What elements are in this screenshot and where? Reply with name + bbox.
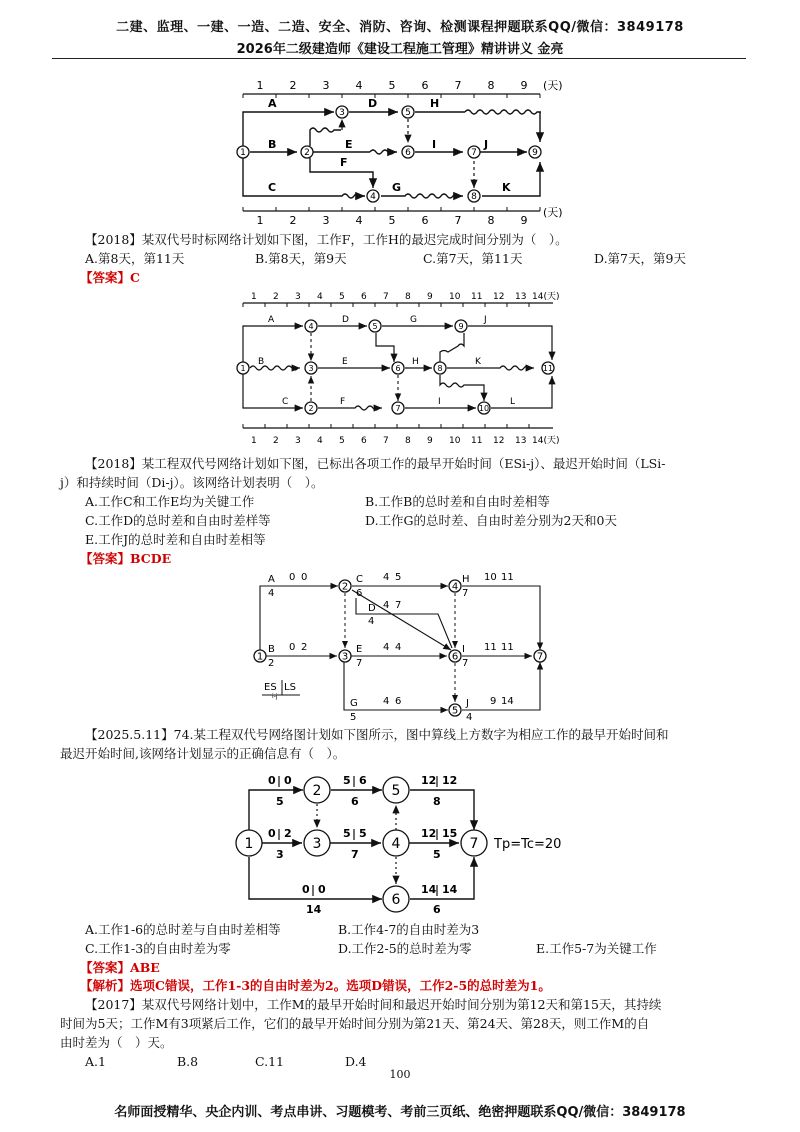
- ruler-tick-label: 6: [361, 292, 367, 302]
- work-label-I: I: [432, 138, 437, 151]
- node-number: 7: [536, 651, 544, 663]
- top-time-ruler-2: [243, 292, 529, 307]
- bottom-time-ruler: [243, 207, 540, 226]
- d3-work-E: E: [356, 644, 363, 655]
- node-number: 2: [304, 148, 310, 159]
- d3-D-ls: 7: [395, 600, 402, 611]
- work-label-E: E: [345, 138, 353, 151]
- d3-work-H: H: [462, 574, 470, 585]
- d3-E-ls: 4: [395, 642, 402, 653]
- d2-work-A: A: [268, 315, 275, 325]
- node-number: 1: [240, 363, 246, 373]
- node-number: 7: [469, 836, 479, 853]
- d3-C-ls: 5: [395, 572, 402, 583]
- node-number: 3: [341, 651, 349, 663]
- footer-contact-line: 名师面授精华、央企内训、考点串讲、习题模考、考前三页纸、绝密押题联系QQ/微信：3849178: [114, 1105, 686, 1120]
- node-number: 5: [391, 783, 401, 800]
- question-2-stem-line1: 【2018】某工程双代号网络计划如下图，已标出各项工作的最早开始时间（ESi-j）、最迟开始时间（LSi-: [85, 456, 666, 471]
- q3-option-e: E.工作5-7为关键工作: [536, 941, 657, 956]
- d3-D-d: 4: [368, 616, 375, 627]
- node-number: 8: [437, 363, 443, 373]
- node-number: 4: [370, 192, 376, 203]
- node-number: 5: [372, 321, 378, 331]
- q3-option-a: A.工作1-6的总时差与自由时差相等: [85, 922, 281, 937]
- d4-1-6-ls: 0: [318, 883, 326, 896]
- network-nodes: [237, 106, 541, 202]
- d4-1-3-ls: 2: [284, 827, 292, 840]
- d4-1-6-d: 14: [306, 903, 322, 916]
- work-label-K: K: [502, 181, 511, 194]
- ruler-tick-label: 4: [355, 79, 363, 92]
- d3-work-D: D: [368, 603, 376, 614]
- ruler-tick-label: 7: [383, 292, 389, 302]
- ruler-tick-label: 6: [421, 79, 429, 92]
- ruler-tick-label: 12: [493, 292, 505, 302]
- d4-3-4-ls: 5: [359, 827, 367, 840]
- q3-option-d: D.工作2-5的总时差为零: [338, 941, 472, 956]
- q3-analysis: 【解析】选项C错误，工作1-3的自由时差为2。选项D错误，工作2-5的总时差为1。: [80, 978, 551, 993]
- d2-work-G: G: [410, 315, 417, 325]
- d3-I-es: 11: [484, 642, 497, 653]
- d3-H-es: 10: [484, 572, 497, 583]
- node-number: 1: [256, 651, 264, 663]
- d3-E-es: 4: [383, 642, 390, 653]
- d3-G-es: 4: [383, 696, 390, 707]
- d4-1-3-es: 0: [268, 827, 276, 840]
- node-number: 4: [451, 581, 459, 593]
- d3-B-es: 0: [289, 642, 296, 653]
- d3-C-d: 6: [356, 588, 363, 599]
- node-number: 6: [391, 892, 401, 909]
- node-number: 11: [542, 363, 554, 373]
- top-time-ruler: [243, 79, 540, 98]
- d3-J-es: 9: [490, 696, 497, 707]
- d3-B-ls: 2: [301, 642, 308, 653]
- ruler-tick-label: 11: [471, 292, 483, 302]
- q3-option-c: C.工作1-3的自由时差为零: [85, 941, 231, 956]
- ruler-tick-label: 4: [355, 214, 363, 226]
- node-number: 9: [458, 321, 464, 331]
- q4-option-c: C.11: [255, 1054, 284, 1069]
- time-unit-label-2-bottom: 14(天): [532, 436, 560, 446]
- node-number: 3: [339, 108, 345, 119]
- d4-1-2-es: 0: [268, 774, 276, 787]
- d3-I-ls: 11: [501, 642, 514, 653]
- ruler-tick-label: 5: [388, 79, 396, 92]
- question-4-stem-line1: 【2017】某双代号网络计划中，工作M的最早开始时间和最迟开始时间分别为第12天和第15天，其持续: [85, 997, 662, 1012]
- time-unit-label: (天): [543, 79, 563, 92]
- node-number: 2: [312, 783, 322, 800]
- q2-option-d: D.工作G的总时差、自由时差分别为2天和0天: [365, 513, 617, 528]
- d3-C-es: 4: [383, 572, 390, 583]
- node-number: 8: [471, 192, 477, 203]
- d3-G-d: 5: [350, 712, 357, 722]
- node-number: 4: [308, 321, 314, 331]
- d4-2-5-es: 5: [343, 774, 351, 787]
- question-1-stem: 【2018】某双代号时标网络计划如下图，工作F，工作H的最迟完成时间分别为（ ）。: [85, 232, 568, 247]
- node-number: 5: [451, 705, 459, 717]
- question-3-stem-line2: 最迟开始时间,该网络计划显示的正确信息有（ ）。: [60, 746, 346, 761]
- d3-work-A: A: [268, 574, 275, 585]
- work-label-F: F: [340, 156, 348, 169]
- d3-H-d: 7: [462, 588, 469, 599]
- q1-answer: 【答案】C: [80, 270, 140, 285]
- d4-4-7-es: 12: [421, 827, 437, 840]
- ruler-tick-label: 2: [273, 436, 279, 446]
- ruler-tick-label: 4: [317, 292, 323, 302]
- d3-J-d: 4: [466, 712, 473, 722]
- ruler-tick-label: 5: [339, 436, 345, 446]
- d2-work-H: H: [412, 357, 419, 367]
- node-number: 6: [395, 363, 401, 373]
- ruler-tick-label: 3: [295, 436, 301, 446]
- ruler-tick-label: 1: [256, 214, 264, 226]
- legend-ls: LS: [284, 682, 296, 693]
- d4-3-4-es: 5: [343, 827, 351, 840]
- q4-option-b: B.8: [177, 1054, 199, 1069]
- ruler-tick-label: 5: [388, 214, 396, 226]
- ruler-tick-label: 4: [317, 436, 323, 446]
- d2-work-B: B: [258, 357, 265, 367]
- legend-subscript: i-j: [272, 693, 278, 700]
- work-label-A: A: [268, 97, 277, 110]
- d3-I-d: 7: [462, 658, 469, 669]
- network-diagram-4: [0, 766, 800, 916]
- d2-work-F: F: [340, 397, 346, 407]
- header-contact-line: 二建、监理、一建、一造、二造、安全、消防、咨询、检测课程押题联系QQ/微信：3849178: [116, 20, 684, 35]
- ruler-tick-label: 1: [251, 292, 257, 302]
- d4-4-7-d: 5: [433, 848, 441, 861]
- network-diagram-3: [0, 566, 800, 722]
- node-number: 6: [405, 148, 411, 159]
- d3-D-es: 4: [383, 600, 390, 611]
- d4-2-5-ls: 6: [359, 774, 367, 787]
- q2-option-b: B.工作B的总时差和自由时差相等: [365, 494, 550, 509]
- question-3-stem-line1: 【2025.5.11】74.某工程双代号网络图计划如下图所示，图中算线上方数字为相应工作的最早开始时间和: [85, 727, 669, 742]
- ruler-tick-label: 3: [322, 214, 330, 226]
- d4-5-7-es: 12: [421, 774, 437, 787]
- d3-A-es: 0: [289, 572, 296, 583]
- ruler-tick-label: 2: [273, 292, 279, 302]
- d3-work-J: J: [466, 698, 469, 709]
- d4-4-7-ls: 15: [442, 827, 458, 840]
- d2-work-L: L: [510, 397, 516, 407]
- ruler-tick-label: 6: [361, 436, 367, 446]
- bottom-time-ruler-2: [243, 424, 529, 446]
- ruler-tick-label: 1: [256, 79, 264, 92]
- d4-5-7-d: 8: [433, 795, 441, 808]
- work-label-D: D: [368, 97, 378, 110]
- node-number: 3: [312, 836, 322, 853]
- ruler-tick-label: 2: [289, 214, 297, 226]
- question-2-stem-line2: j）和持续时间（Di-j）。该网络计划表明（ ）。: [60, 475, 324, 490]
- q1-option-c: C.第7天，第11天: [423, 251, 523, 266]
- ruler-tick-label: 7: [454, 214, 462, 226]
- ruler-tick-label: 9: [520, 214, 528, 226]
- ruler-tick-label: 8: [487, 79, 495, 92]
- d4-6-7-es: 14: [421, 883, 437, 896]
- node-number: 2: [308, 403, 314, 413]
- d3-work-B: B: [268, 644, 275, 655]
- ruler-tick-label: 1: [251, 436, 257, 446]
- ruler-tick-label: 11: [471, 436, 483, 446]
- node-number: 7: [471, 148, 477, 159]
- node-number: 3: [308, 363, 314, 373]
- d4-1-6-es: 0: [302, 883, 310, 896]
- d2-work-I: I: [438, 397, 441, 407]
- work-label-B: B: [268, 138, 277, 151]
- document-title: 2026年二级建造师《建设工程施工管理》精讲讲义 金亮: [236, 42, 564, 57]
- q4-option-d: D.4: [345, 1054, 367, 1069]
- node-number: 5: [405, 108, 411, 119]
- d2-work-E: E: [342, 357, 348, 367]
- d4-1-2-d: 5: [276, 795, 284, 808]
- ruler-tick-label: 3: [322, 79, 330, 92]
- node-number: 7: [395, 403, 401, 413]
- node-number: 10: [478, 403, 490, 413]
- ruler-tick-label: 10: [449, 436, 461, 446]
- d3-work-C: C: [356, 574, 363, 585]
- ruler-tick-label: 9: [520, 79, 528, 92]
- node-number: 1: [244, 836, 254, 853]
- d3-work-I: I: [462, 644, 465, 655]
- q3-answer: 【答案】ABE: [80, 960, 160, 975]
- question-4-stem-line3: 由时差为（ ）天。: [60, 1035, 173, 1050]
- d4-6-7-ls: 14: [442, 883, 458, 896]
- q2-option-a: A.工作C和工作E均为关键工作: [85, 494, 255, 509]
- d3-B-d: 2: [268, 658, 275, 669]
- d4-5-7-ls: 12: [442, 774, 458, 787]
- d4-1-2-ls: 0: [284, 774, 292, 787]
- ruler-tick-label: 9: [427, 436, 433, 446]
- d3-G-ls: 6: [395, 696, 402, 707]
- d4-2-5-d: 6: [351, 795, 359, 808]
- ruler-tick-label: 5: [339, 292, 345, 302]
- ruler-tick-label: 8: [487, 214, 495, 226]
- d3-H-ls: 11: [501, 572, 514, 583]
- time-scaled-network-diagram-1: [0, 66, 800, 226]
- q2-answer: 【答案】BCDE: [80, 551, 172, 566]
- ruler-tick-label: 7: [383, 436, 389, 446]
- legend-es: ES: [264, 682, 277, 693]
- d3-work-G: G: [350, 698, 358, 709]
- d3-E-d: 7: [356, 658, 363, 669]
- work-label-C: C: [268, 181, 277, 194]
- q4-option-a: A.1: [85, 1054, 106, 1069]
- d4-3-4-d: 7: [351, 848, 359, 861]
- work-label-H: H: [430, 97, 440, 110]
- q2-option-c: C.工作D的总时差和自由时差样等: [85, 513, 271, 528]
- q2-option-e: E.工作J的总时差和自由时差相等: [85, 532, 266, 547]
- tp-tc-label: Tp=Tc=20: [494, 837, 562, 852]
- time-unit-label-2: 14(天): [532, 292, 560, 302]
- q1-option-b: B.第8天，第9天: [255, 251, 347, 266]
- ruler-tick-label: 9: [427, 292, 433, 302]
- d3-A-ls: 0: [301, 572, 308, 583]
- d2-work-K: K: [475, 357, 481, 367]
- ruler-tick-label: 13: [515, 436, 527, 446]
- ruler-tick-label: 13: [515, 292, 527, 302]
- d2-work-D: D: [342, 315, 349, 325]
- question-4-stem-line2: 时间为5天；工作M有3项紧后工作，它们的最早开始时间分别为第21天、第24天、第28天，则工作M的自: [60, 1016, 650, 1031]
- time-unit-label-bottom: (天): [543, 206, 563, 219]
- d3-A-d: 4: [268, 588, 275, 599]
- q1-option-a: A.第8天，第11天: [85, 251, 185, 266]
- ruler-tick-label: 8: [405, 436, 411, 446]
- ruler-tick-label: 8: [405, 292, 411, 302]
- page-number: 100: [389, 1068, 411, 1081]
- work-label-J: J: [484, 138, 489, 151]
- d2-work-C: C: [282, 397, 289, 407]
- q3-option-b: B.工作4-7的自由时差为3: [338, 922, 480, 937]
- node-number: 4: [391, 836, 401, 853]
- node-number: 1: [240, 148, 246, 159]
- node-number: 6: [451, 651, 459, 663]
- ruler-tick-label: 2: [289, 79, 297, 92]
- ruler-tick-label: 7: [454, 79, 462, 92]
- work-label-G: G: [392, 181, 402, 194]
- ruler-tick-label: 3: [295, 292, 301, 302]
- q1-option-d: D.第7天，第9天: [594, 251, 686, 266]
- d2-work-J: J: [484, 315, 487, 325]
- d3-J-ls: 14: [501, 696, 514, 707]
- ruler-tick-label: 12: [493, 436, 505, 446]
- node-number: 9: [532, 148, 538, 159]
- node-number: 2: [341, 581, 349, 593]
- ruler-tick-label: 6: [421, 214, 429, 226]
- d4-6-7-d: 6: [433, 903, 441, 916]
- d4-1-3-d: 3: [276, 848, 284, 861]
- ruler-tick-label: 10: [449, 292, 461, 302]
- header-divider: [52, 58, 746, 59]
- time-scaled-network-diagram-2: [0, 288, 800, 450]
